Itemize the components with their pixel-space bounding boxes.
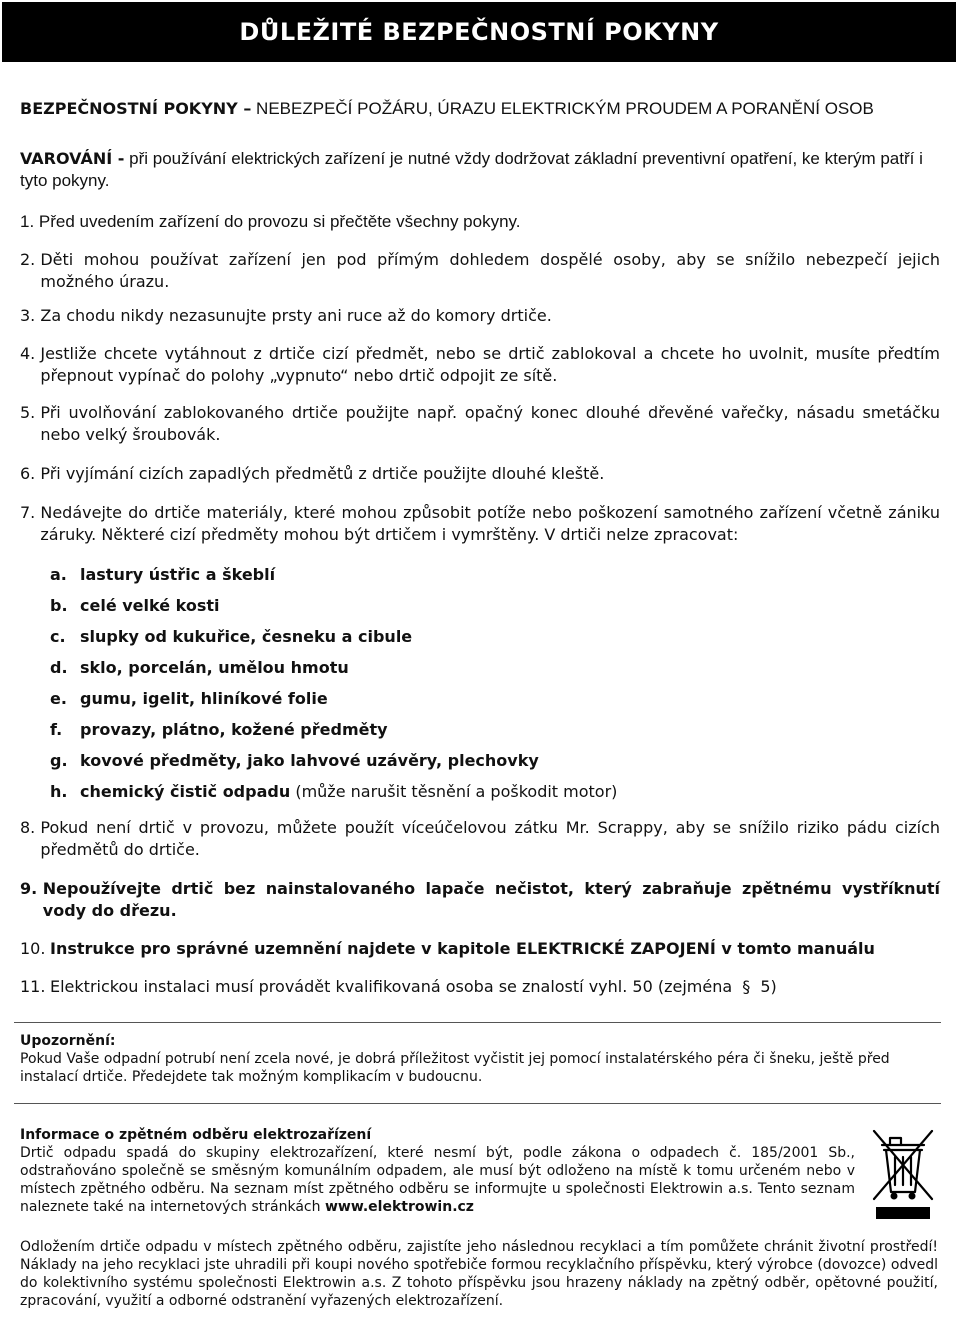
- weee-info-section: [20, 1126, 855, 1216]
- sub-list-item: [50, 595, 940, 617]
- list-item: [20, 502, 940, 546]
- item-number: 6.: [20, 464, 41, 483]
- sub-item-letter: e.: [50, 689, 67, 708]
- item-number: 5.: [20, 403, 41, 422]
- item-number: 3.: [20, 306, 41, 325]
- instructions-body: [20, 98, 940, 998]
- item-text: Při vyjímání cizích zapadlých předmětů z drtiče použijte dlouhé kleště.: [40, 464, 605, 483]
- item-text: Před uvedením zařízení do provozu si přečtěte všechny pokyny.: [38, 212, 521, 231]
- title-banner: [2, 2, 956, 62]
- list-item: [20, 343, 940, 387]
- info-heading: Informace o zpětném odběru elektrozařízení: [20, 1127, 372, 1143]
- warning-label: VAROVÁNÍ -: [20, 149, 125, 168]
- sub-item-text: provazy, plátno, kožené předměty: [80, 720, 388, 739]
- info-text-paragraph: [20, 1144, 855, 1216]
- sub-list-item: [50, 719, 940, 741]
- subtitle-rest: NEBEZPEČÍ POŽÁRU, ÚRAZU ELEKTRICKÝM PROUDEM A PORANĚNÍ OSOB: [251, 99, 874, 118]
- item-text: Instrukce pro správné uzemnění najdete v kapitole ELEKTRICKÉ ZAPOJENÍ v tomto manuálu: [50, 939, 875, 958]
- sub-item-letter: c.: [50, 627, 66, 646]
- item-number: 7.: [20, 503, 41, 522]
- item-number: 10.: [20, 939, 46, 958]
- warning-paragraph: [20, 148, 940, 192]
- sub-item-text: gumu, igelit, hliníkové folie: [80, 689, 328, 708]
- divider: [14, 1103, 941, 1104]
- list-item: [20, 211, 940, 233]
- item-text: Jestliže chcete vytáhnout z drtiče cizí předmět, nebo se drtič zablokoval a chcete ho uvolnit, musíte předtím přepnout vypínač do polohy „vypnuto“ nebo drtič odpojit ze sítě.: [40, 344, 940, 385]
- subtitle-bold: BEZPEČNOSTNÍ POKYNY –: [20, 99, 252, 118]
- sub-item-letter: d.: [50, 658, 68, 677]
- elektrowin-link[interactable]: www.elektrowin.cz: [324, 1199, 474, 1215]
- item-text: Pokud není drtič v provozu, můžete použít víceúčelovou zátku Mr. Scrappy, aby se snížilo riziko pádu cizích předmětů do drtiče.: [40, 818, 940, 859]
- item-text: Nepoužívejte drtič bez nainstalovaného lapače nečistot, který zabraňuje zpětnému vystříknutí vody do dřezu.: [42, 879, 940, 920]
- sub-item-letter: f.: [50, 720, 63, 739]
- sub-item-note: (může narušit těsnění a poškodit motor): [290, 782, 618, 801]
- list-item: [20, 463, 940, 485]
- item-number: 1.: [20, 212, 39, 231]
- warning-text: při používání elektrických zařízení je nutné vždy dodržovat základní preventivní opatření, ke kterým patří i tyto pokyny.: [20, 149, 923, 190]
- sub-list-item: [50, 564, 940, 586]
- sub-item-text: sklo, porcelán, umělou hmotu: [80, 658, 349, 677]
- item-11-text: Elektrickou instalaci musí provádět kvalifikovaná osoba se znalostí vyhl. 50 (zejména: [50, 977, 733, 996]
- sub-list-item: [50, 626, 940, 648]
- sub-item-letter: g.: [50, 751, 68, 770]
- recycling-paragraph: Odložením drtiče odpadu v místech zpětného odběru, zajistíte jeho následnou recyklaci a tím pomůžete chránit životní prostředí! Náklady na jeho recyklaci jste uhradili při koupi nového spotřebiče formou recyklačního příspěvku, který výrobce (dovozce) odvedl do kolektivního systému společnosti Elektrowin a.s. Z tohoto příspěvku jsou hrazeny náklady na zpětný odběr, opětovné použití, zpracování, využití a odborné odstranění vyřazených elektrozařízení.: [20, 1239, 938, 1309]
- item-text: Nedávejte do drtiče materiály, které mohou způsobit potíže nebo poškození samotného zařízení včetně zániku záruky. Některé cizí předměty mohou být drtičem i vymrštěny. V drtiči nelze zpracovat:: [40, 503, 940, 544]
- list-item: [20, 976, 940, 998]
- item-number: 2.: [20, 250, 41, 269]
- sub-item-letter: b.: [50, 596, 68, 615]
- item-text: Při uvolňování zablokovaného drtiče použijte např. opačný konec dlouhé dřevěné vařečky, násadu smetáčku nebo velký šroubovák.: [40, 403, 940, 444]
- item-number: 9.: [20, 879, 43, 898]
- item-text: Za chodu nikdy nezasunujte prsty ani ruce až do komory drtiče.: [40, 306, 552, 325]
- sub-list-item: [50, 657, 940, 679]
- note-text: Pokud Vaše odpadní potrubí není zcela nové, je dobrá příležitost vyčistit jej pomocí instalatérského péra či šneku, ještě před instalací drtiče. Předejdete tak možným komplikacím v budoucnu.: [20, 1051, 890, 1085]
- sub-list-item: [50, 688, 940, 710]
- sub-item-text: celé velké kosti: [80, 596, 220, 615]
- excluded-materials-list: [50, 564, 940, 803]
- item-number: 11.: [20, 977, 46, 996]
- item-text: Děti mohou používat zařízení jen pod přímým dohledem dospělé osoby, aby se snížilo nebezpečí jejich možného úrazu.: [40, 250, 940, 291]
- info-text: Drtič odpadu spadá do skupiny elektrozařízení, které nesmí být, podle zákona o odpadech č. 185/2001 Sb., odstraňováno společně se směsným komunálním odpadem, ale musí být odloženo na místě k tomu určeném nebo v místech zpětného odběru. Na seznam míst zpětného odběru se informujte u společnosti Elektrowin a.s. Tento seznam naleznete také na internetových stránkách: [20, 1145, 855, 1215]
- sub-list-item: [50, 781, 940, 803]
- item-number: 4.: [20, 344, 41, 363]
- list-item: [20, 402, 940, 446]
- sub-item-text: kovové předměty, jako lahvové uzávěry, plechovky: [80, 751, 539, 770]
- sub-item-text: slupky od kukuřice, česneku a cibule: [80, 627, 413, 646]
- note-section: [20, 1032, 935, 1086]
- sub-item-text: chemický čistič odpadu: [80, 782, 291, 801]
- sub-list-item: [50, 750, 940, 772]
- item-number: 8.: [20, 818, 41, 837]
- section-sign-icon: §: [742, 977, 751, 996]
- list-item: [20, 938, 940, 960]
- divider: [14, 1022, 941, 1023]
- list-item: [20, 817, 940, 861]
- note-heading: Upozornění:: [20, 1033, 116, 1049]
- page-title: DŮLEŽITÉ BEZPEČNOSTNÍ POKYNY: [239, 18, 719, 46]
- sub-item-letter: a.: [50, 565, 67, 584]
- subtitle: [20, 98, 940, 120]
- list-item: [20, 305, 940, 327]
- sub-item-letter: h.: [50, 782, 68, 801]
- list-item: [20, 249, 940, 293]
- item-text: [50, 976, 940, 998]
- crossed-out-wheelie-bin-icon: [868, 1125, 938, 1221]
- list-item: [20, 878, 940, 922]
- sub-item-text: lastury ústřic a škeblí: [80, 565, 276, 584]
- item-11-tail: 5): [755, 977, 777, 996]
